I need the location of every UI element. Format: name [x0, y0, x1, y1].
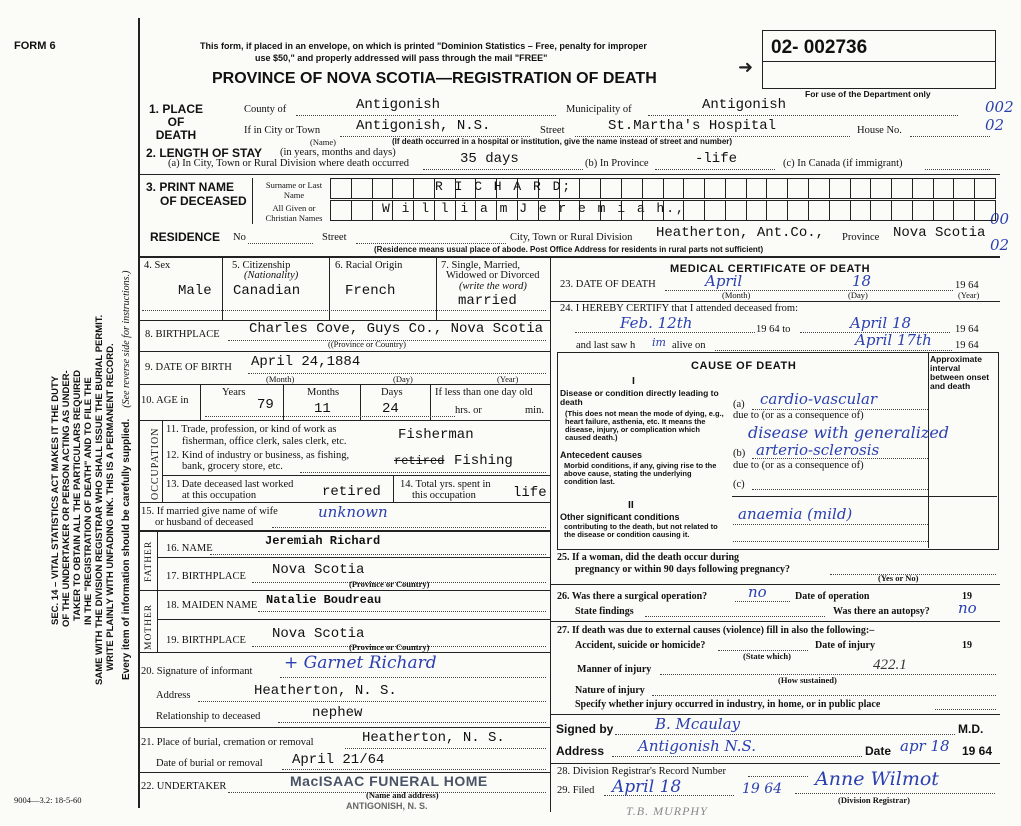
q26-label: 26. Was there a surgical operation? — [557, 591, 708, 602]
maiden-name-value: Natalie Boudreau — [266, 593, 382, 607]
cause-b-value: arterio-sclerosis — [756, 441, 880, 459]
supply-notice — [121, 271, 133, 680]
province-note: (Province or Country) — [349, 579, 430, 589]
due-to-label: due to (or as a consequence of) — [733, 410, 864, 421]
undertaker-stamp: MacISAAC FUNERAL HOME — [290, 773, 488, 789]
informant-label: 20. Signature of informant — [141, 666, 253, 677]
residence-province-label: Province — [842, 232, 880, 243]
less-than-day-label: If less than one day old — [435, 387, 533, 398]
q14-label: 14. Total yrs. spent in — [400, 479, 491, 490]
city-label: If in City or Town — [244, 125, 321, 136]
min-label: min. — [525, 405, 544, 416]
dob-label: 9. DATE OF BIRTH — [145, 362, 232, 373]
statute-line: OF THE UNDERTAKER OR PERSON ACTING AS UNDER- — [61, 370, 72, 627]
surname-grid — [330, 178, 996, 199]
filed-date-value: April 18 — [612, 777, 682, 797]
date-of-death-label: 23. DATE OF DEATH — [560, 279, 656, 290]
pencil-note: T.B. MURPHY — [626, 804, 708, 818]
part-one: I — [632, 375, 635, 387]
other-conditions-label: Other significant conditions — [560, 512, 680, 522]
mother-birthplace-value: Nova Scotia — [272, 626, 365, 642]
given-names-value: W i l l i a m J e r e m i a h., — [382, 201, 686, 216]
to-year: 19 64 — [955, 324, 979, 335]
yes-no-note: (Yes or No) — [878, 573, 919, 583]
father-label: FATHER — [144, 540, 154, 582]
days-label: Days — [381, 387, 403, 398]
street-label: Street — [540, 125, 565, 136]
q27-label: 27. If death was due to external causes (violence) fill in also the following:– — [557, 625, 875, 636]
county-value: Antigonish — [356, 97, 441, 113]
year-note: (Year) — [497, 374, 519, 384]
industry-value: Fishing — [454, 453, 513, 469]
attended-from-value: Feb. 12th — [620, 314, 693, 332]
given-label: All Given or Christian Names — [265, 203, 323, 223]
md-label: M.D. — [958, 722, 984, 736]
residence-street-label: Street — [322, 232, 347, 243]
mail-notice-2: use $50," and properly addressed will pass through the mail "FREE" — [255, 53, 548, 63]
print-name-label: 3. PRINT NAME — [146, 180, 235, 194]
nature-label: Nature of injury — [575, 685, 645, 696]
stay-city-value: 35 days — [460, 151, 519, 167]
relationship-value: nephew — [312, 705, 363, 721]
dept-only-label: For use of the Department only — [805, 89, 931, 99]
q13-label: 13. Date deceased last worked — [166, 479, 294, 490]
residence-note: (Residence means usual place of abode. Post Office Address for residents in rural parts not sufficient) — [374, 245, 764, 254]
last-saw-value: April 17th — [855, 331, 932, 349]
death-year-value: 19 64 — [955, 280, 979, 291]
form-title: PROVINCE OF NOVA SCOTIA—REGISTRATION OF DEATH — [212, 70, 657, 87]
print-name-label-2: OF DECEASED — [160, 194, 247, 208]
undertaker-stamp-city: ANTIGONISH, N. S. — [346, 801, 428, 811]
other-conditions-value: anaemia (mild) — [738, 505, 853, 523]
death-month-value: April — [705, 272, 743, 290]
form-code: 9004—3.2: 18-5-60 — [14, 795, 82, 805]
stay-province-value: -life — [695, 151, 738, 167]
father-birthplace-value: Nova Scotia — [272, 562, 365, 578]
marital-note: (write the word) — [459, 281, 527, 292]
statute-line: SAME WITH THE DIVISION REGISTRAR WHO SHALL ISSUE THE BURIAL PERMIT. — [94, 314, 105, 685]
sex-value: Male — [178, 283, 212, 299]
hospital-note: (If death occurred in a hospital or institution, give the name instead of street and number) — [392, 137, 733, 146]
surgical-operation-value: no — [748, 583, 767, 601]
accident-label: Accident, suicide or homicide? — [575, 640, 706, 651]
marital-value: married — [458, 293, 517, 309]
informant-address-label: Address — [156, 690, 191, 701]
father-birthplace-label: 17. BIRTHPLACE — [166, 571, 246, 582]
hrs-label: hrs. or — [455, 405, 482, 416]
physician-address-label: Address — [556, 744, 605, 758]
stay-canada-label: (c) In Canada (if immigrant) — [783, 158, 903, 169]
citizenship-value: Canadian — [233, 283, 301, 299]
burial-place-label: 21. Place of burial, cremation or removal — [141, 737, 314, 748]
from-year: 19 64 to — [756, 324, 791, 335]
dob-value: April 24,1884 — [251, 354, 361, 370]
informant-signature: + Garnet Richard — [284, 653, 437, 673]
direct-cause-note: (This does not mean the mode of dying, e.g., heart failure, asthenia, etc. It means the disease, injury, or complication which caused death.) — [565, 409, 724, 442]
spouse-value: unknown — [318, 503, 388, 521]
mail-notice: This form, if placed in an envelope, on which is printed "Dominion Statistics – Free, penalty for improper — [200, 41, 647, 51]
autopsy-value: no — [958, 599, 977, 617]
margin-code: 02 — [985, 116, 1005, 134]
place-of-death-label: 1. PLACE OF DEATH — [148, 102, 203, 142]
antecedent-note: Morbid conditions, if any, giving rise to the above cause, stating the underlying condition last. — [564, 461, 717, 486]
cause-a-continued: disease with generalized — [748, 423, 950, 442]
father-name-label: 16. NAME — [166, 543, 213, 554]
residence-label: RESIDENCE — [150, 230, 221, 244]
years-value: 79 — [257, 397, 274, 413]
margin-code: 002 — [985, 98, 1014, 116]
state-which-note: (State which) — [743, 651, 791, 661]
divider — [138, 174, 1000, 175]
registrar-label: (Division Registrar) — [838, 795, 911, 805]
relationship-label: Relationship to deceased — [156, 711, 261, 722]
statute-line: SEC. 14 – VITAL STATISTICS ACT MAKES IT THE DUTY — [50, 375, 61, 625]
burial-place-value: Heatherton, N. S. — [362, 730, 505, 746]
residence-no-label: No — [233, 232, 246, 243]
department-box — [762, 30, 996, 89]
stay-city-label: (a) In City, Town or Rural Division where death occurred — [168, 158, 409, 169]
residence-city-label: City, Town or Rural Division — [510, 232, 633, 243]
cause-of-death-title: CAUSE OF DEATH — [691, 360, 797, 372]
statute-notice — [50, 315, 116, 685]
certify-label: 24. I HEREBY CERTIFY that I attended deceased from: — [560, 303, 798, 314]
mother-birthplace-label: 19. BIRTHPLACE — [166, 635, 246, 646]
residence-province-value: Nova Scotia — [893, 225, 986, 241]
medical-certificate-title: MEDICAL CERTIFICATE OF DEATH — [670, 263, 871, 275]
last-worked-value: retired — [322, 484, 381, 500]
mother-label: MOTHER — [144, 603, 154, 650]
statute-line: IN THE "REGISTRATION OF DEATH" AND TO FILE THE — [83, 377, 94, 625]
autopsy-label: Was there an autopsy? — [833, 606, 930, 617]
manner-label: Manner of injury — [577, 664, 652, 675]
other-conditions-note: contributing to the death, but not related to the disease or condition causing it. — [564, 522, 718, 539]
stay-note: (in years, months and days) — [280, 147, 396, 158]
nineteen: 19 — [962, 640, 972, 651]
q11-label-2: fisherman, office clerk, sales clerk, etc. — [182, 436, 347, 447]
marital-label: 7. Single, Married, — [441, 260, 521, 271]
q12-label-2: bank, grocery store, etc. — [182, 461, 283, 472]
month-note: (Month) — [722, 290, 751, 300]
operation-date-label: Date of operation — [795, 591, 870, 602]
physician-address-value: Antigonish N.S. — [638, 737, 756, 755]
year-note: (Year) — [958, 290, 980, 300]
residence-city-value: Heatherton, Ant.Co., — [656, 225, 825, 241]
instructions-note: (See reverse side for instructions.) — [121, 270, 132, 408]
registrar-signature: Anne Wilmot — [815, 768, 939, 790]
margin-code: 02 — [990, 236, 1010, 254]
birthplace-label: 8. BIRTHPLACE — [145, 329, 220, 340]
how-sustained-note: (How sustained) — [778, 675, 837, 685]
length-of-stay-label: 2. LENGTH OF STAY — [146, 146, 263, 160]
statute-line: WRITE PLAINLY WITH UNFADING INK. THIS IS A PERMANENT RECORD. — [105, 343, 116, 671]
q25-label: 25. If a woman, did the death occur during — [557, 552, 740, 563]
filed-year: 19 64 — [742, 781, 783, 797]
filed-label: 29. Filed — [557, 785, 595, 796]
surname-label: Surname or Last Name — [265, 180, 323, 200]
q15-label: 15. If married give name of wife — [141, 506, 278, 517]
q13-label-2: at this occupation — [182, 490, 257, 501]
last-saw-year: 19 64 — [955, 340, 979, 351]
cause-a-label: (a) — [733, 399, 745, 410]
sign-year: 19 64 — [962, 744, 993, 758]
cause-c-label: (c) — [733, 479, 745, 490]
maiden-name-label: 18. MAIDEN NAME — [166, 600, 258, 611]
citizenship-note: (Nationality) — [244, 270, 299, 281]
q12-label: 12. Kind of industry or business, as fishing, — [166, 450, 350, 461]
county-label: County of — [244, 104, 287, 115]
day-note: (Day) — [393, 374, 413, 384]
q25-label-2: pregnancy or within 90 days following pregnancy? — [575, 564, 791, 575]
occupation-label: OCCUPATION — [150, 427, 161, 500]
struck-value: retired — [394, 454, 445, 468]
last-saw-him: im — [652, 336, 666, 349]
citizenship-label: 5. Citizenship — [232, 260, 291, 271]
province-note: ((Province or Country) — [328, 339, 406, 349]
q11-label: 11. Trade, profession, or kind of work as — [166, 424, 337, 435]
death-day-value: 18 — [852, 272, 872, 290]
stay-province-label: (b) In Province — [585, 158, 649, 169]
birthplace-value: Charles Cove, Guys Co., Nova Scotia — [249, 321, 544, 337]
last-saw-label: and last saw h — [576, 340, 636, 351]
years-label: Years — [222, 387, 246, 398]
arrow-mark: ➜ — [738, 57, 754, 77]
burial-date-value: April 21/64 — [292, 752, 385, 768]
manner-code: 422.1 — [873, 657, 907, 673]
trade-value: Fisherman — [398, 427, 474, 443]
racial-origin-label: 6. Racial Origin — [335, 260, 403, 271]
marital-label-2: Widowed or Divorced — [446, 270, 540, 281]
burial-date-label: Date of burial or removal — [156, 758, 263, 769]
undertaker-label: 22. UNDERTAKER — [141, 781, 227, 792]
statute-line: TAKER TO OBTAIN ALL THE PARTICULARS REQUIRED — [72, 369, 83, 621]
years-in-occupation-value: life — [513, 485, 547, 501]
interval-label: Approximate interval between onset and death — [930, 354, 990, 391]
house-label: House No. — [857, 125, 902, 136]
age-label: 10. AGE in — [141, 395, 189, 406]
informant-address-value: Heatherton, N. S. — [254, 683, 397, 699]
specify-label: Specify whether injury occurred in industry, in home, or in public place — [575, 699, 881, 710]
alive-on-label: alive on — [672, 340, 706, 351]
supply-text: Every item of information should be carefully supplied. — [121, 418, 132, 680]
racial-origin-value: French — [345, 283, 396, 299]
sex-label: 4. Sex — [144, 260, 171, 271]
street-value: St.Martha's Hospital — [608, 118, 777, 134]
province-note: (Province or Country) — [349, 642, 430, 652]
father-name-value: Jeremiah Richard — [265, 534, 381, 548]
margin-code: 00 — [990, 210, 1010, 228]
form-left-border — [138, 18, 140, 808]
city-value: Antigonish, N.S. — [356, 118, 491, 134]
name-note: (Name) — [310, 137, 336, 147]
findings-label: State findings — [575, 606, 634, 617]
q14-label-2: this occupation — [412, 490, 476, 501]
injury-date-label: Date of injury — [815, 640, 875, 651]
nineteen: 19 — [962, 591, 972, 602]
cause-a-value: cardio-vascular — [760, 390, 878, 408]
month-note: (Month) — [266, 374, 295, 384]
physician-signature: B. Mcaulay — [655, 715, 741, 733]
registration-number: 02- 002736 — [771, 37, 868, 58]
signed-by-label: Signed by — [556, 722, 614, 736]
months-label: Months — [307, 387, 340, 398]
surname-value: R I C H A R D; — [435, 179, 573, 194]
direct-cause-label: Disease or condition directly leading to death — [560, 388, 719, 407]
sign-date-value: apr 18 — [900, 737, 950, 755]
day-note: (Day) — [848, 290, 868, 300]
sign-date-label: Date — [865, 744, 892, 758]
municipality-value: Antigonish — [702, 97, 787, 113]
days-value: 24 — [382, 401, 399, 417]
form-number: FORM 6 — [14, 40, 56, 52]
cause-b-label: (b) — [733, 448, 746, 459]
part-two: II — [628, 499, 634, 511]
undertaker-note: (Name and address) — [366, 790, 439, 800]
attended-to-value: April 18 — [850, 314, 912, 332]
antecedent-label: Antecedent causes — [560, 450, 643, 460]
due-to-label: due to (or as a consequence of) — [733, 460, 864, 471]
q15-label-2: or husband of deceased — [155, 517, 254, 528]
record-number-label: 28. Division Registrar's Record Number — [557, 766, 726, 777]
months-value: 11 — [314, 401, 331, 417]
municipality-label: Municipality of — [566, 104, 632, 115]
